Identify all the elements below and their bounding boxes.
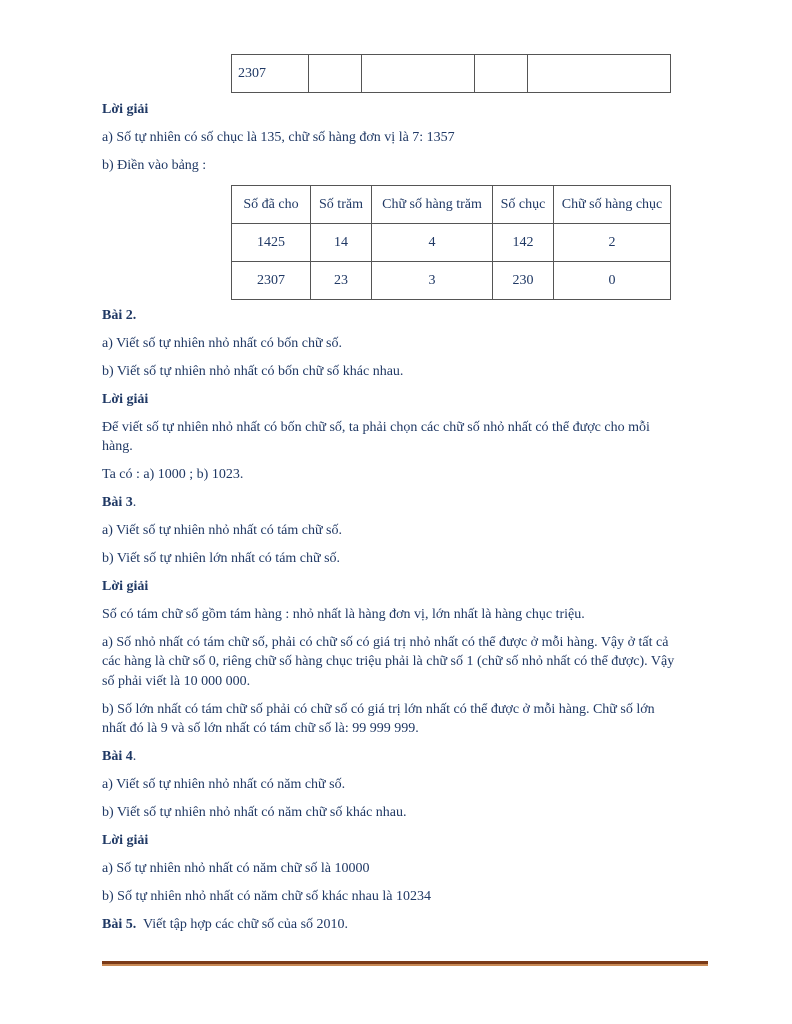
solution-text: Số có tám chữ số gồm tám hàng : nhỏ nhất là hàng đơn vị, lớn nhất là hàng chục triệu. — [102, 607, 585, 622]
solution-text: Để viết số tự nhiên nhỏ nhất có bốn chữ số, ta phải chọn các chữ số nhỏ nhất có thể được cho mỗi — [102, 420, 650, 435]
solution-text: b) Số lớn nhất có tám chữ số phải có chữ số có giá trị lớn nhất có thể được ở mỗi hàng. Chữ số lớn — [102, 702, 655, 717]
solution-heading: Lời giải — [102, 833, 149, 848]
exercise-title-text: Bài 5. — [102, 917, 137, 932]
solution-text: hàng. — [102, 439, 133, 454]
table-row — [232, 262, 671, 300]
table-cell: 2 — [554, 224, 671, 262]
table-cell: 14 — [311, 224, 372, 262]
table-row — [232, 224, 671, 262]
solution-text: a) Số tự nhiên có số chục là 135, chữ số hàng đơn vị là 7: 1357 — [102, 130, 455, 145]
exercise-title-dot: . — [132, 749, 137, 764]
column-header: Chữ số hàng chục — [554, 186, 671, 224]
table-cell: 142 — [493, 224, 554, 262]
table-cell: 3 — [372, 262, 493, 300]
table-cell: 230 — [493, 262, 554, 300]
exercise-text: b) Viết số tự nhiên nhỏ nhất có năm chữ số khác nhau. — [102, 805, 407, 820]
footer-rule — [102, 961, 708, 966]
solution-heading: Lời giải — [102, 102, 149, 117]
solution-text: Ta có : a) 1000 ; b) 1023. — [102, 467, 244, 482]
exercise-title — [102, 916, 348, 934]
exercise-title-text: Bài 4 — [102, 749, 133, 764]
table-cell: 1425 — [232, 224, 311, 262]
solution-heading: Lời giải — [102, 392, 149, 407]
solution-text: b) Điền vào bảng : — [102, 158, 207, 173]
solution-text: nhất đó là 9 và số lớn nhất có tám chữ số là: 99 999 999. — [102, 721, 419, 736]
exercise-text: a) Viết số tự nhiên nhỏ nhất có năm chữ số. — [102, 777, 346, 792]
table-cell: 0 — [554, 262, 671, 300]
table-cell — [475, 55, 528, 93]
solution-text: a) Số tự nhiên nhỏ nhất có năm chữ số là 10000 — [102, 861, 370, 876]
exercise-title — [102, 494, 136, 512]
solution-text: số phải viết là 10 000 000. — [102, 674, 251, 689]
column-header: Số đã cho — [232, 186, 311, 224]
exercise-text: Viết tập hợp các chữ số của số 2010. — [136, 917, 349, 932]
exercise-text: a) Viết số tự nhiên nhỏ nhất có tám chữ số. — [102, 523, 342, 538]
table-cell: 2307 — [232, 262, 311, 300]
column-header: Số chục — [493, 186, 554, 224]
table-header-row — [232, 186, 671, 224]
table-cell: 2307 — [232, 55, 309, 93]
table-cell: 23 — [311, 262, 372, 300]
exercise-text: b) Viết số tự nhiên nhỏ nhất có bốn chữ số khác nhau. — [102, 364, 404, 379]
fill-table — [231, 185, 671, 300]
solution-text: b) Số tự nhiên nhỏ nhất có năm chữ số khác nhau là 10234 — [102, 889, 431, 904]
exercise-title-dot: . — [132, 495, 137, 510]
table-cell — [309, 55, 362, 93]
top-table — [231, 54, 671, 93]
exercise-title — [102, 748, 136, 766]
solution-heading: Lời giải — [102, 579, 149, 594]
exercise-title-text: Bài 3 — [102, 495, 133, 510]
table-cell — [362, 55, 475, 93]
column-header: Số trăm — [311, 186, 372, 224]
table-cell — [528, 55, 671, 93]
solution-text: các hàng là chữ số 0, riêng chữ số hàng chục triệu phải là chữ số 1 (chữ số nhỏ nhất có thể được). Vậy — [102, 654, 675, 669]
table-row — [232, 55, 671, 93]
solution-text: a) Số nhỏ nhất có tám chữ số, phải có chữ số có giá trị nhỏ nhất có thể được ở mỗi hàng. Vậy ở tất cả — [102, 635, 669, 650]
table-cell: 4 — [372, 224, 493, 262]
exercise-title: Bài 2. — [102, 308, 137, 323]
column-header: Chữ số hàng trăm — [372, 186, 493, 224]
exercise-text: b) Viết số tự nhiên lớn nhất có tám chữ số. — [102, 551, 341, 566]
exercise-text: a) Viết số tự nhiên nhỏ nhất có bốn chữ số. — [102, 336, 342, 351]
